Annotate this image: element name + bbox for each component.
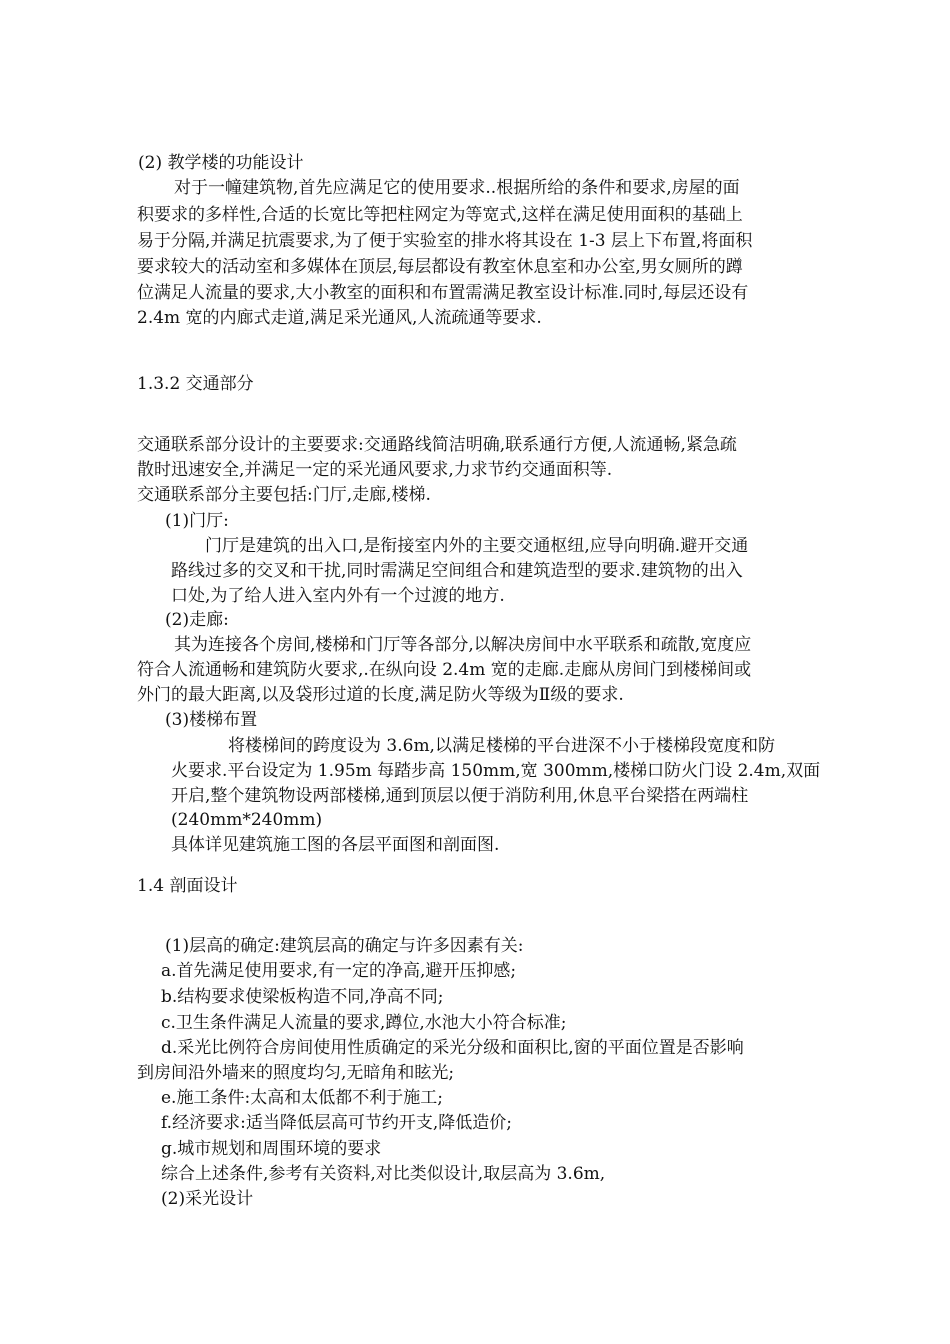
section-line-5: d.采光比例符合房间使用性质确定的采光分级和面积比,窗的平面位置是否影响	[161, 1038, 744, 1058]
function-line-1: 对于一幢建筑物,首先应满足它的使用要求..根据所给的条件和要求,房屋的面	[174, 178, 740, 198]
section-line-2: a.首先满足使用要求,有一定的净高,避开压抑感;	[161, 961, 517, 981]
section-line-7: e.施工条件:太高和太低都不利于施工;	[161, 1088, 443, 1108]
function-line-3: 易于分隔,并满足抗震要求,为了便于实验室的排水将其设在 1-3 层上下布置,将面积	[137, 231, 753, 251]
traffic-intro-3: 交通联系部分主要包括:门厅,走廊,楼梯.	[137, 485, 431, 505]
section-line-11: (2)采光设计	[161, 1189, 254, 1209]
traffic-intro-1: 交通联系部分设计的主要要求:交通路线简洁明确,联系通行方便,人流通畅,紧急疏	[137, 435, 737, 455]
section-design-heading: 1.4 剖面设计	[137, 876, 238, 896]
section-line-6: 到房间沿外墙来的照度均匀,无暗角和眩光;	[137, 1063, 455, 1083]
section-line-1: (1)层高的确定:建筑层高的确定与许多因素有关:	[165, 936, 524, 956]
stair-line-1: 将楼梯间的跨度设为 3.6m,以满足楼梯的平台进深不小于楼梯段宽度和防	[228, 736, 775, 756]
hall-line-3: 口处,为了给人进入室内外有一个过渡的地方.	[171, 586, 505, 606]
hall-line-1: 门厅是建筑的出入口,是衔接室内外的主要交通枢纽,应导向明确.避开交通	[205, 536, 749, 556]
stair-line-5: 具体详见建筑施工图的各层平面图和剖面图.	[171, 835, 500, 855]
section-line-3: b.结构要求使梁板构造不同,净高不同;	[161, 987, 444, 1007]
function-line-4: 要求较大的活动室和多媒体在顶层,每层都设有教室休息室和办公室,男女厕所的蹲	[137, 257, 743, 277]
stair-line-3: 开启,整个建筑物设两部楼梯,通到顶层以便于消防利用,休息平台梁搭在两端柱	[171, 786, 749, 806]
function-line-5: 位满足人流量的要求,大小教室的面积和布置需满足教室设计标准.同时,每层还设有	[137, 283, 749, 303]
function-line-2: 积要求的多样性,合适的长宽比等把柱网定为等宽式,这样在满足使用面积的基础上	[137, 205, 743, 225]
function-line-6: 2.4m 宽的内廊式走道,满足采光通风,人流疏通等要求.	[137, 308, 542, 328]
hall-line-2: 路线过多的交叉和干扰,同时需满足空间组合和建筑造型的要求.建筑物的出入	[171, 561, 743, 581]
corridor-line-1: 其为连接各个房间,楼梯和门厅等各部分,以解决房间中水平联系和疏散,宽度应	[174, 635, 752, 655]
section-line-10: 综合上述条件,参考有关资料,对比类似设计,取层高为 3.6m,	[161, 1164, 606, 1184]
section-line-4: c.卫生条件满足人流量的要求,蹲位,水池大小符合标准;	[161, 1013, 567, 1033]
traffic-intro-2: 散时迅速安全,并满足一定的采光通风要求,力求节约交通面积等.	[137, 460, 613, 480]
corridor-title: (2)走廊:	[165, 610, 229, 630]
section-line-9: g.城市规划和周围环境的要求	[161, 1139, 382, 1159]
function-design-heading: (2) 教学楼的功能设计	[138, 153, 304, 173]
stair-title: (3)楼梯布置	[165, 710, 258, 730]
corridor-line-3: 外门的最大距离,以及袋形过道的长度,满足防火等级为Ⅱ级的要求.	[137, 685, 624, 705]
hall-title: (1)门厅:	[165, 511, 229, 531]
corridor-line-2: 符合人流通畅和建筑防火要求,.在纵向设 2.4m 宽的走廊.走廊从房间门到楼梯间或	[137, 660, 752, 680]
stair-line-2: 火要求.平台设定为 1.95m 每踏步高 150mm,宽 300mm,楼梯口防火门设 2.4m,双面	[171, 761, 821, 781]
traffic-heading: 1.3.2 交通部分	[137, 374, 254, 394]
section-line-8: f.经济要求:适当降低层高可节约开支,降低造价;	[161, 1113, 512, 1133]
stair-line-4: (240mm*240mm)	[171, 810, 323, 830]
